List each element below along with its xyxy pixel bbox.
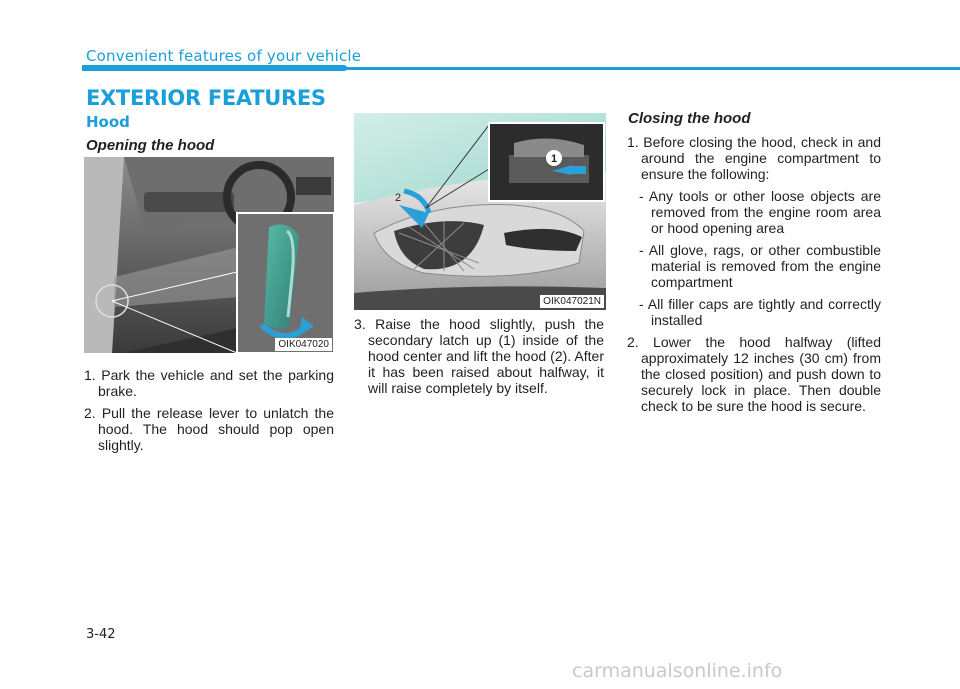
- step-3-paragraph: [354, 316, 604, 402]
- page-number: 3-42: [86, 627, 116, 642]
- closing-step-2: 2. Lower the hood halfway (lifted approximately 12 inches (30 cm) from the closed position) and push down to securely lock in place. Then double check to be sure the hood is secure.: [627, 334, 881, 414]
- closing-heading: Closing the hood: [628, 110, 751, 127]
- closing-steps: [627, 134, 881, 420]
- opening-step-2: 2. Pull the release lever to unlatch the hood. The hood should pop open slightly.: [84, 405, 334, 453]
- watermark: carmanualsonline.info: [572, 660, 783, 682]
- hood-release-illustration: [84, 157, 334, 353]
- hood-latch-figure: [354, 113, 606, 310]
- section-title: EXTERIOR FEATURES: [86, 86, 326, 110]
- hood-latch-illustration: [354, 113, 606, 310]
- closing-check-1: - Any tools or other loose objects are removed from the engine room area or hood opening area: [639, 188, 881, 236]
- chapter-title: Convenient features of your vehicle: [86, 47, 362, 65]
- header-rule-accent: [82, 65, 347, 71]
- callout-2: 2: [394, 192, 402, 204]
- subsection-title: Hood: [86, 113, 130, 131]
- closing-check-2: - All glove, rags, or other combustible material is removed from the engine compartment: [639, 242, 881, 290]
- closing-check-3: - All filler caps are tightly and correctly installed: [639, 296, 881, 328]
- opening-heading: Opening the hood: [86, 137, 215, 154]
- opening-steps: [84, 367, 334, 459]
- figure-code: OIK047021N: [540, 295, 604, 308]
- figure-code: OIK047020: [275, 338, 332, 351]
- step-3: 3. Raise the hood slightly, push the secondary latch up (1) inside of the hood center and lift the hood (2). After it has been raised about halfway, it will raise completely by itself.: [354, 316, 604, 396]
- closing-step-1: 1. Before closing the hood, check in and around the engine compartment to ensure the following:: [627, 134, 881, 182]
- opening-step-1: 1. Park the vehicle and set the parking brake.: [84, 367, 334, 399]
- callout-1: 1: [550, 153, 558, 165]
- hood-release-figure: [84, 157, 334, 353]
